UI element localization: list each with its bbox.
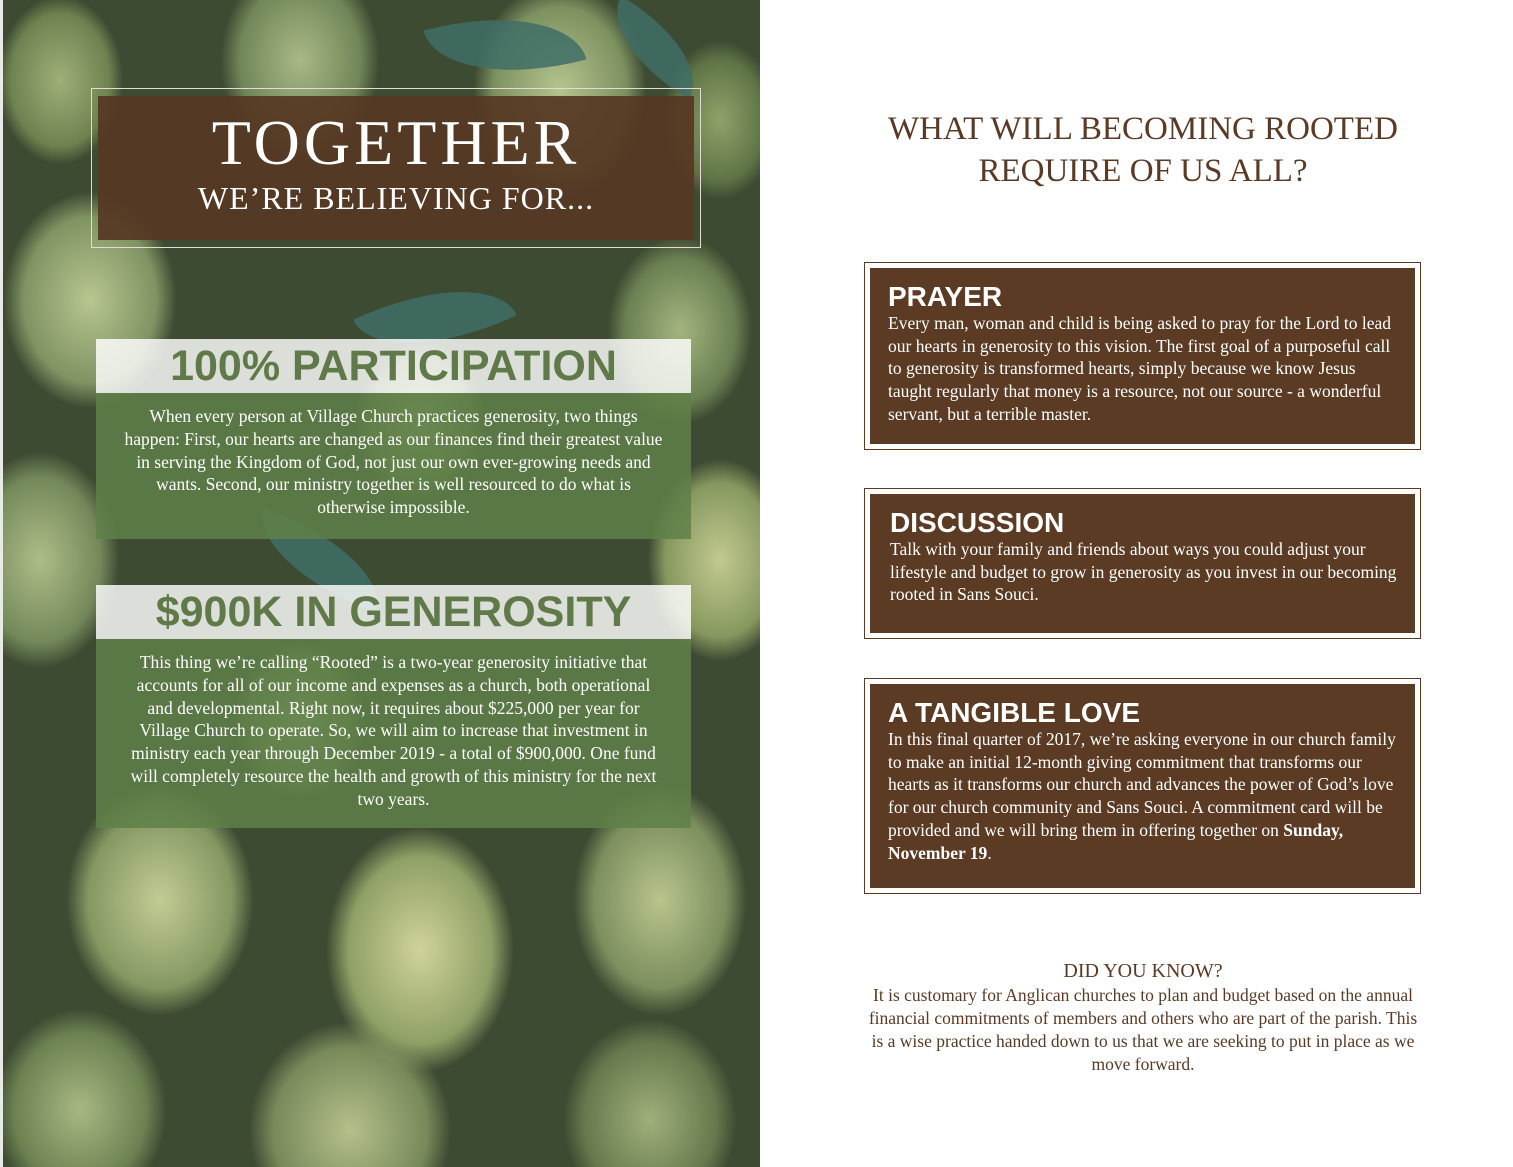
leaf-decoration (423, 0, 586, 98)
did-you-know-title: DID YOU KNOW? (1063, 960, 1223, 982)
page-title-line2: REQUIRE OF US ALL? (978, 153, 1308, 189)
tangible-love-text-main: In this final quarter of 2017, we’re asking everyone in our church family to make an initial 12-month giving commitment that transforms our hearts as it transforms our church and advances the power of God’s love for our church community and Sans Souci. A commitment card will be provided and we will bring them in offering together on (888, 729, 1396, 840)
page-title (860, 108, 1426, 192)
participation-heading: 100% PARTICIPATION (96, 339, 691, 393)
tangible-love-text-end: . (987, 842, 992, 863)
page-title-line1: WHAT WILL BECOMING ROOTED (888, 111, 1398, 147)
tangible-love-card (864, 678, 1421, 894)
tangible-love-card-inner (870, 684, 1415, 888)
prayer-card-inner (870, 268, 1415, 444)
discussion-card (864, 488, 1421, 639)
page-edge (0, 0, 3, 1167)
leaf-decoration (594, 0, 717, 99)
discussion-title: DISCUSSION (890, 507, 1065, 538)
together-header (98, 96, 694, 240)
generosity-body: This thing we’re calling “Rooted” is a two-year generosity initiative that accounts for all of our income and expenses as a church, both operational and developmental. Right now, it requires about $225,000 per year for Village Church to operate. So, we will aim to increase that investment in ministry each year through December 2019 - a total of $900,000. One fund will completely resource the health and growth of this ministry for the next two years. (96, 639, 691, 828)
discussion-text: Talk with your family and friends about ways you could adjust your lifestyle and budget to grow in generosity as you invest in our becoming rooted in Sans Souci. (890, 539, 1397, 605)
tangible-love-text (888, 728, 1397, 864)
tangible-love-title: A TANGIBLE LOVE (888, 697, 1140, 728)
prayer-text: Every man, woman and child is being asked to pray for the Lord to lead our hearts in generosity to this vision. The first goal of a purposeful call to generosity is transformed hearts, simply because we know Jesus taught regularly that money is a resource, not our source - a wonderful servant, but a terrible master. (888, 313, 1391, 424)
participation-body: When every person at Village Church practices generosity, two things happen: First, our hearts are changed as our finances find their greatest value in serving the Kingdom of God, not just our own ever-growing needs and wants. Second, our ministry together is well resourced to do what is otherwise impossible. (96, 393, 691, 539)
did-you-know-text: It is customary for Anglican churches to plan and budget based on the annual financial commitments of members and others who are part of the parish. This is a wise practice handed down to us that we are seeking to put in place as we move forward. (868, 985, 1418, 1074)
prayer-card (864, 262, 1421, 450)
tangible-love-date: Sunday, November 19 (888, 819, 1344, 863)
prayer-title: PRAYER (888, 281, 1003, 312)
together-title: TOGETHER (211, 107, 581, 178)
discussion-card-inner (870, 494, 1415, 633)
together-subtitle: WE’RE BELIEVING FOR... (197, 180, 595, 216)
generosity-heading: $900K IN GENEROSITY (96, 585, 691, 639)
